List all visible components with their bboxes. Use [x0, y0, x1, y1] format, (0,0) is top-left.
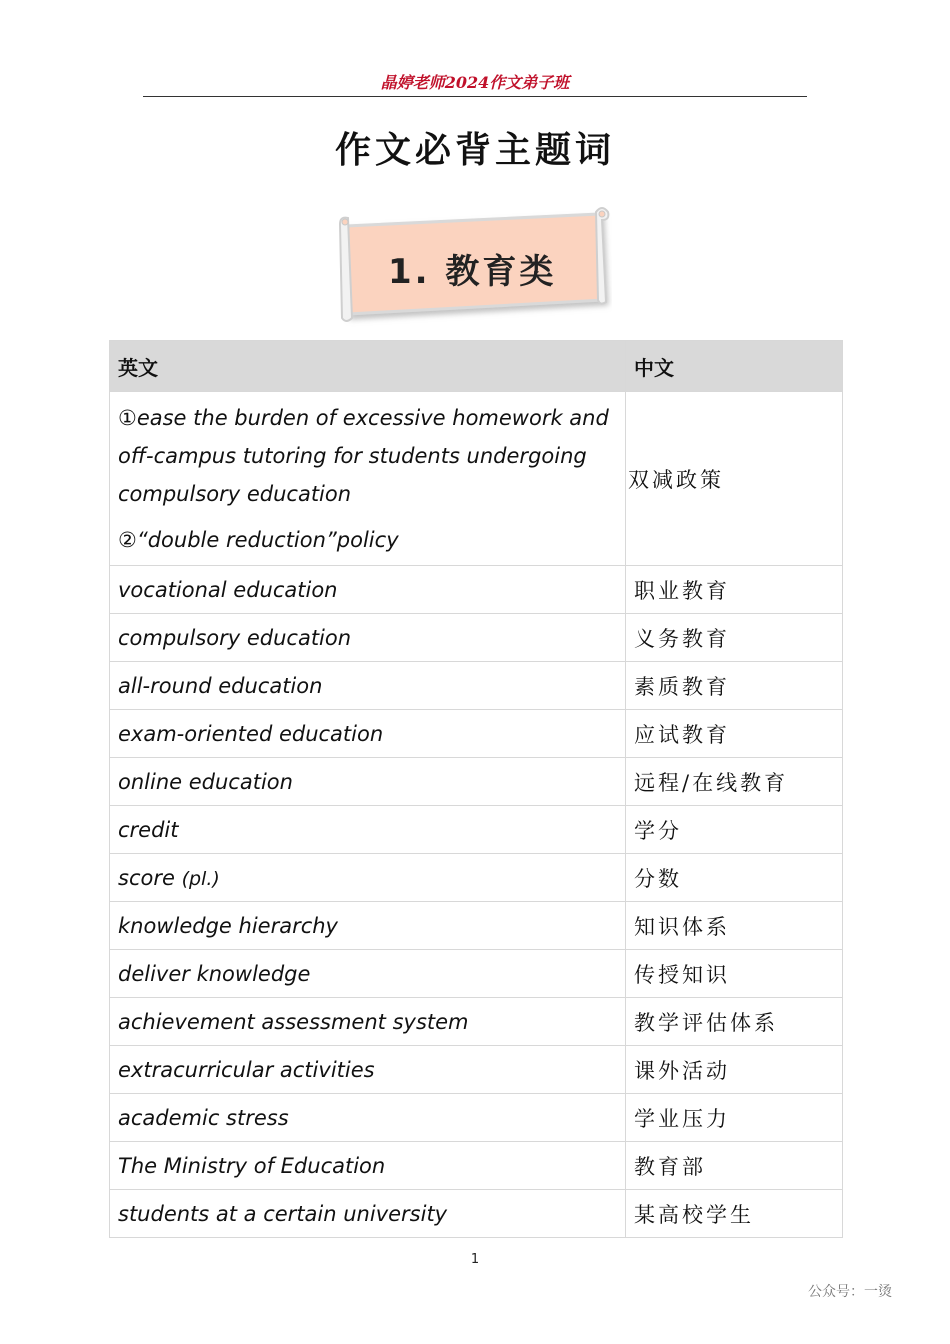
cell-zh: 职业教育 — [626, 566, 843, 614]
cell-en: compulsory education — [110, 614, 626, 662]
cell-en — [110, 392, 626, 566]
table-row — [110, 1094, 843, 1142]
cell-zh: 远程/在线教育 — [626, 758, 843, 806]
table-row — [110, 758, 843, 806]
cell-zh: 双减政策 — [626, 392, 843, 566]
section-banner — [332, 206, 612, 330]
vocab-table — [109, 340, 843, 1238]
table-row — [110, 950, 843, 998]
cell-en-line: compulsory education — [118, 481, 352, 506]
table-row — [110, 662, 843, 710]
table-row — [110, 614, 843, 662]
cell-en: academic stress — [110, 1094, 626, 1142]
cell-en: The Ministry of Education — [110, 1142, 626, 1190]
cell-zh: 教育部 — [626, 1142, 843, 1190]
cell-zh: 知识体系 — [626, 902, 843, 950]
cell-en: all-round education — [110, 662, 626, 710]
cell-zh: 教学评估体系 — [626, 998, 843, 1046]
page-title: 作文必背主题词 — [334, 129, 615, 171]
cell-zh: 素质教育 — [626, 662, 843, 710]
cell-zh: 学业压力 — [626, 1094, 843, 1142]
cell-zh: 传授知识 — [626, 950, 843, 998]
table-row — [110, 806, 843, 854]
cell-en: deliver knowledge — [110, 950, 626, 998]
table-row — [110, 998, 843, 1046]
table-row — [110, 902, 843, 950]
table-row — [110, 1046, 843, 1094]
cell-en: students at a certain university — [110, 1190, 626, 1238]
cell-en: achievement assessment system — [110, 998, 626, 1046]
cell-en-text: score — [118, 865, 175, 890]
cell-en-note: (pl.) — [181, 867, 220, 890]
header-text: 晶婷老师2024作文弟子班 — [380, 73, 570, 92]
table-row — [110, 854, 843, 902]
cell-en — [110, 854, 626, 902]
table-row — [110, 1190, 843, 1238]
watermark-text: 公众号：一烫 — [808, 1284, 892, 1300]
table-header-row — [110, 341, 843, 392]
cell-zh: 义务教育 — [626, 614, 843, 662]
cell-en-line: ②“double reduction”policy — [118, 527, 399, 552]
cell-zh: 学分 — [626, 806, 843, 854]
section-label: 1. 教育类 — [388, 252, 557, 292]
header-en: 英文 — [110, 341, 626, 392]
cell-en: vocational education — [110, 566, 626, 614]
cell-zh: 应试教育 — [626, 710, 843, 758]
cell-en: knowledge hierarchy — [110, 902, 626, 950]
table-row — [110, 1142, 843, 1190]
cell-en: extracurricular activities — [110, 1046, 626, 1094]
cell-en: credit — [110, 806, 626, 854]
table-row — [110, 566, 843, 614]
header-rule — [143, 96, 807, 97]
cell-en-line: ①ease the burden of excessive homework and — [118, 405, 609, 430]
cell-en: online education — [110, 758, 626, 806]
page-number: 1 — [470, 1252, 480, 1267]
cell-en-line: off-campus tutoring for students undergoing — [118, 443, 587, 468]
table-row — [110, 710, 843, 758]
cell-zh: 某高校学生 — [626, 1190, 843, 1238]
cell-en: exam-oriented education — [110, 710, 626, 758]
cell-zh: 分数 — [626, 854, 843, 902]
cell-zh: 课外活动 — [626, 1046, 843, 1094]
header-zh: 中文 — [626, 341, 843, 392]
table-row — [110, 392, 843, 566]
